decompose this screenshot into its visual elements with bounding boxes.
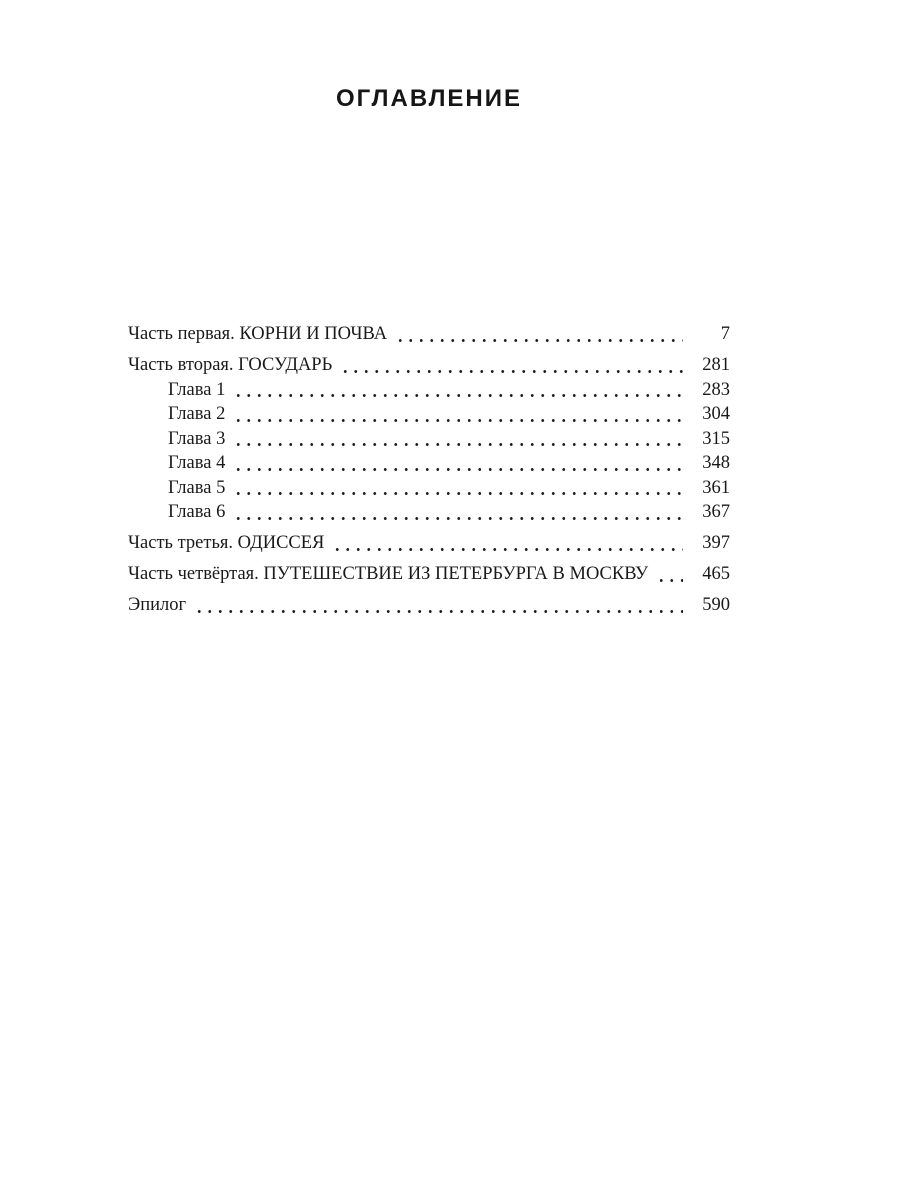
toc-entry	[128, 500, 730, 525]
toc-entry	[128, 593, 730, 618]
toc-page-number: 367	[702, 502, 730, 522]
toc-page-number: 281	[702, 355, 730, 375]
dot-leader	[233, 451, 683, 476]
toc-entry-label: Глава 3	[168, 428, 226, 449]
toc-page-number: 361	[702, 477, 730, 498]
toc-entry	[128, 378, 730, 403]
toc-entry	[128, 451, 730, 476]
toc-page-number: 315	[702, 428, 730, 449]
toc-entry-label: Глава 4	[168, 453, 226, 473]
toc-entry-label: Часть вторая. ГОСУДАРЬ	[128, 355, 333, 375]
toc-page-number: 465	[702, 564, 730, 584]
dot-leader	[332, 531, 683, 556]
toc-entry	[128, 476, 730, 501]
toc-page-number: 397	[702, 533, 730, 553]
dot-leader	[233, 378, 683, 403]
toc-page-number: 590	[702, 595, 730, 615]
toc-entry-label: Глава 6	[168, 502, 226, 522]
toc-entry	[128, 322, 730, 347]
toc-entry	[128, 427, 730, 452]
toc-entry-label: Глава 1	[168, 379, 226, 400]
toc-list	[128, 322, 730, 618]
dot-leader	[395, 322, 683, 347]
toc-page-number: 304	[702, 404, 730, 424]
toc-entry-label: Часть первая. КОРНИ И ПОЧВА	[128, 324, 388, 344]
dot-leader	[233, 500, 683, 525]
content-column	[128, 84, 730, 618]
toc-page-number: 283	[702, 379, 730, 400]
dot-leader	[233, 427, 683, 452]
page-title: ОГЛАВЛЕНИЕ	[335, 85, 523, 112]
dot-leader	[340, 353, 683, 378]
toc-page-number: 348	[702, 453, 730, 473]
toc-entry	[128, 562, 730, 587]
toc-entry-label: Глава 5	[168, 477, 226, 498]
toc-entry-label: Глава 2	[168, 404, 226, 424]
dot-leader	[233, 402, 683, 427]
dot-leader	[194, 593, 683, 618]
toc-entry	[128, 402, 730, 427]
dot-leader	[233, 476, 683, 501]
toc-entry	[128, 531, 730, 556]
toc-entry-label: Эпилог	[128, 595, 187, 615]
toc-entry	[128, 353, 730, 378]
dot-leader	[656, 562, 683, 587]
toc-entry-label: Часть третья. ОДИССЕЯ	[128, 533, 325, 553]
toc-page-number: 7	[720, 324, 730, 344]
toc-entry-label: Часть четвёртая. ПУТЕШЕСТВИЕ ИЗ ПЕТЕРБУРГА В МОСКВУ	[128, 564, 649, 584]
